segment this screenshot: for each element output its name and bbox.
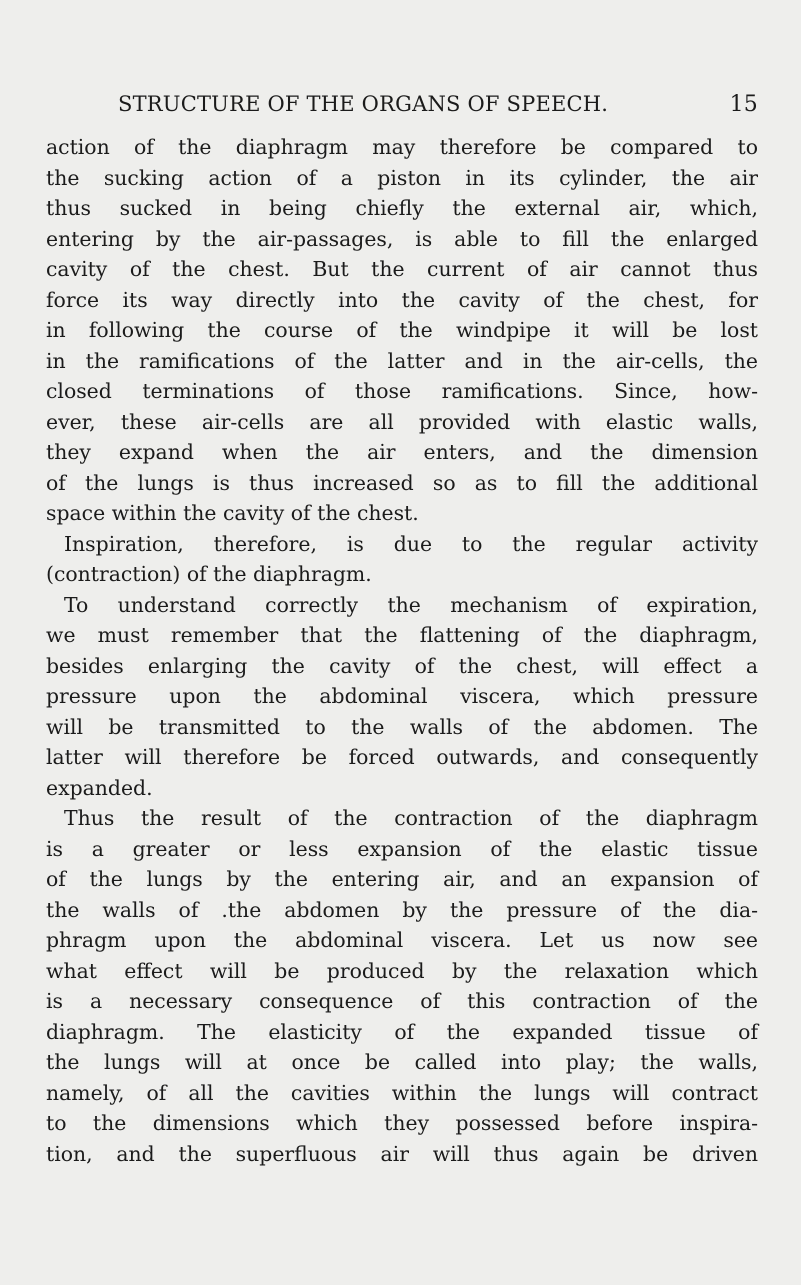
text-line: what effect will be produced by the relaxation which <box>46 958 758 983</box>
text-line: Inspiration, therefore, is due to the regular activity <box>64 531 758 556</box>
text-line: (contraction) of the diaphragm. <box>46 562 372 586</box>
text-line: of the lungs by the entering air, and an expansion of <box>46 867 758 891</box>
text-line: action of the diaphragm may therefore be compared to <box>46 135 758 159</box>
text-line: the lungs will at once be called into play; the walls, <box>46 1050 758 1074</box>
text-line: will be transmitted to the walls of the abdomen. The <box>46 714 758 739</box>
page-number: 15 <box>729 92 758 117</box>
text-line: phragm upon the abdominal viscera. Let us now see <box>46 928 758 952</box>
text-line: pressure upon the abdominal viscera, which pressure <box>46 684 758 708</box>
text-line: thus sucked in being chiefly the external air, which, <box>46 196 758 220</box>
text-line: to the dimensions which they possessed before inspira- <box>46 1111 758 1135</box>
text-line: namely, of all the cavities within the lungs will contract <box>46 1080 758 1105</box>
text-line: the walls of .the abdomen by the pressure of the dia- <box>46 897 758 922</box>
text-line: expanded. <box>46 775 153 800</box>
text-line: force its way directly into the cavity of the chest, for <box>46 287 758 312</box>
text-line: of the lungs is thus increased so as to fill the additional <box>46 470 758 495</box>
text-line: tion, and the superfluous air will thus again be driven <box>46 1141 758 1166</box>
text-line: they expand when the air enters, and the dimension <box>46 440 758 464</box>
text-line: Thus the result of the contraction of the diaphragm <box>64 806 758 830</box>
text-line: besides enlarging the cavity of the chest, will effect a <box>46 653 758 678</box>
text-line: diaphragm. The elasticity of the expanded tissue of <box>46 1019 758 1044</box>
body-text <box>46 132 758 1169</box>
running-header <box>118 92 758 122</box>
text-line: space within the cavity of the chest. <box>46 501 419 525</box>
text-line: cavity of the chest. But the current of air cannot thus <box>46 257 758 281</box>
text-line: in the ramifications of the latter and in the air-cells, the <box>46 348 758 373</box>
text-line: is a necessary consequence of this contraction of the <box>46 989 758 1013</box>
text-line: in following the course of the windpipe it will be lost <box>46 318 758 342</box>
text-line: ever, these air-cells are all provided with elastic walls, <box>46 409 758 434</box>
text-line: the sucking action of a piston in its cylinder, the air <box>46 165 758 190</box>
text-line: we must remember that the flattening of the diaphragm, <box>46 623 758 647</box>
running-title: STRUCTURE OF THE ORGANS OF SPEECH. <box>118 92 609 116</box>
text-line: is a greater or less expansion of the elastic tissue <box>46 836 758 861</box>
text-line: latter will therefore be forced outwards, and consequently <box>46 745 758 769</box>
text-line: To understand correctly the mechanism of expiration, <box>64 592 758 617</box>
text-line: closed terminations of those ramifications. Since, how- <box>46 379 758 403</box>
text-line: entering by the air-passages, is able to fill the enlarged <box>46 226 758 251</box>
